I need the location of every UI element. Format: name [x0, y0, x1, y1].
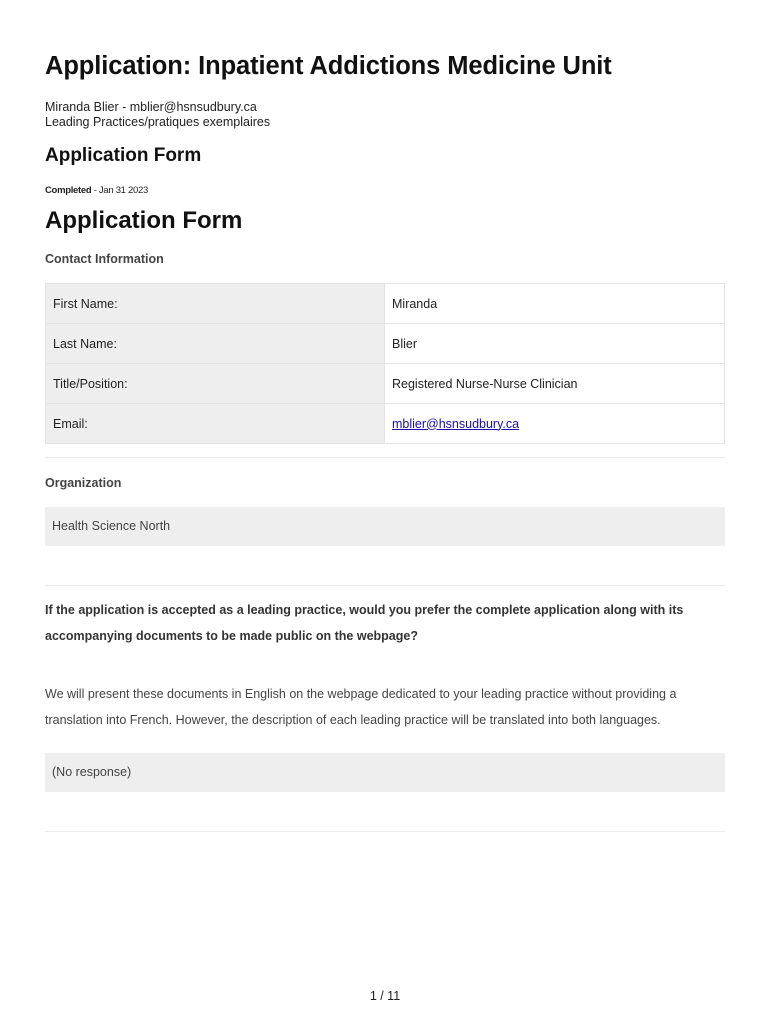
document-title: Application: Inpatient Addictions Medicine Unit	[45, 52, 612, 80]
status-label: Completed	[45, 185, 92, 196]
applicant-line: Miranda Blier - mblier@hsnsudbury.ca	[45, 100, 257, 114]
status-date: - Jan 31 2023	[91, 185, 148, 196]
first-name-key: First Name:	[46, 284, 385, 324]
program-line: Leading Practices/pratiques exemplaires	[45, 114, 271, 129]
first-name-value: Miranda	[385, 284, 725, 324]
page-indicator: 1 / 11	[369, 989, 401, 1003]
table-row	[46, 404, 725, 444]
organization-value: Health Science North	[45, 507, 725, 546]
divider	[45, 457, 725, 458]
last-name-value: Blier	[385, 324, 725, 364]
publication-note: We will present these documents in English on the webpage dedicated to your leading practice without providing a translation into French. However, the description of each leading practice will be translated into both languages.	[45, 687, 677, 727]
document-meta	[45, 100, 270, 129]
table-row	[46, 284, 725, 324]
contact-table	[45, 283, 725, 444]
publication-response: (No response)	[45, 753, 725, 792]
table-row	[46, 324, 725, 364]
publication-question: If the application is accepted as a leading practice, would you prefer the complete application along with its accompanying documents to be made public on the webpage?	[45, 603, 684, 643]
last-name-key: Last Name:	[46, 324, 385, 364]
email-link[interactable]: mblier@hsnsudbury.ca	[392, 416, 520, 431]
form-status	[45, 185, 148, 196]
contact-section-label: Contact Information	[45, 252, 164, 266]
form-header-title: Application Form	[45, 145, 202, 166]
title-position-key: Title/Position:	[46, 364, 385, 404]
organization-label: Organization	[45, 476, 122, 490]
email-value-cell	[385, 404, 725, 444]
divider	[45, 831, 725, 832]
table-row	[46, 364, 725, 404]
title-position-value: Registered Nurse-Nurse Clinician	[385, 364, 725, 404]
divider	[45, 585, 725, 586]
email-key: Email:	[46, 404, 385, 444]
form-title: Application Form	[45, 207, 243, 234]
